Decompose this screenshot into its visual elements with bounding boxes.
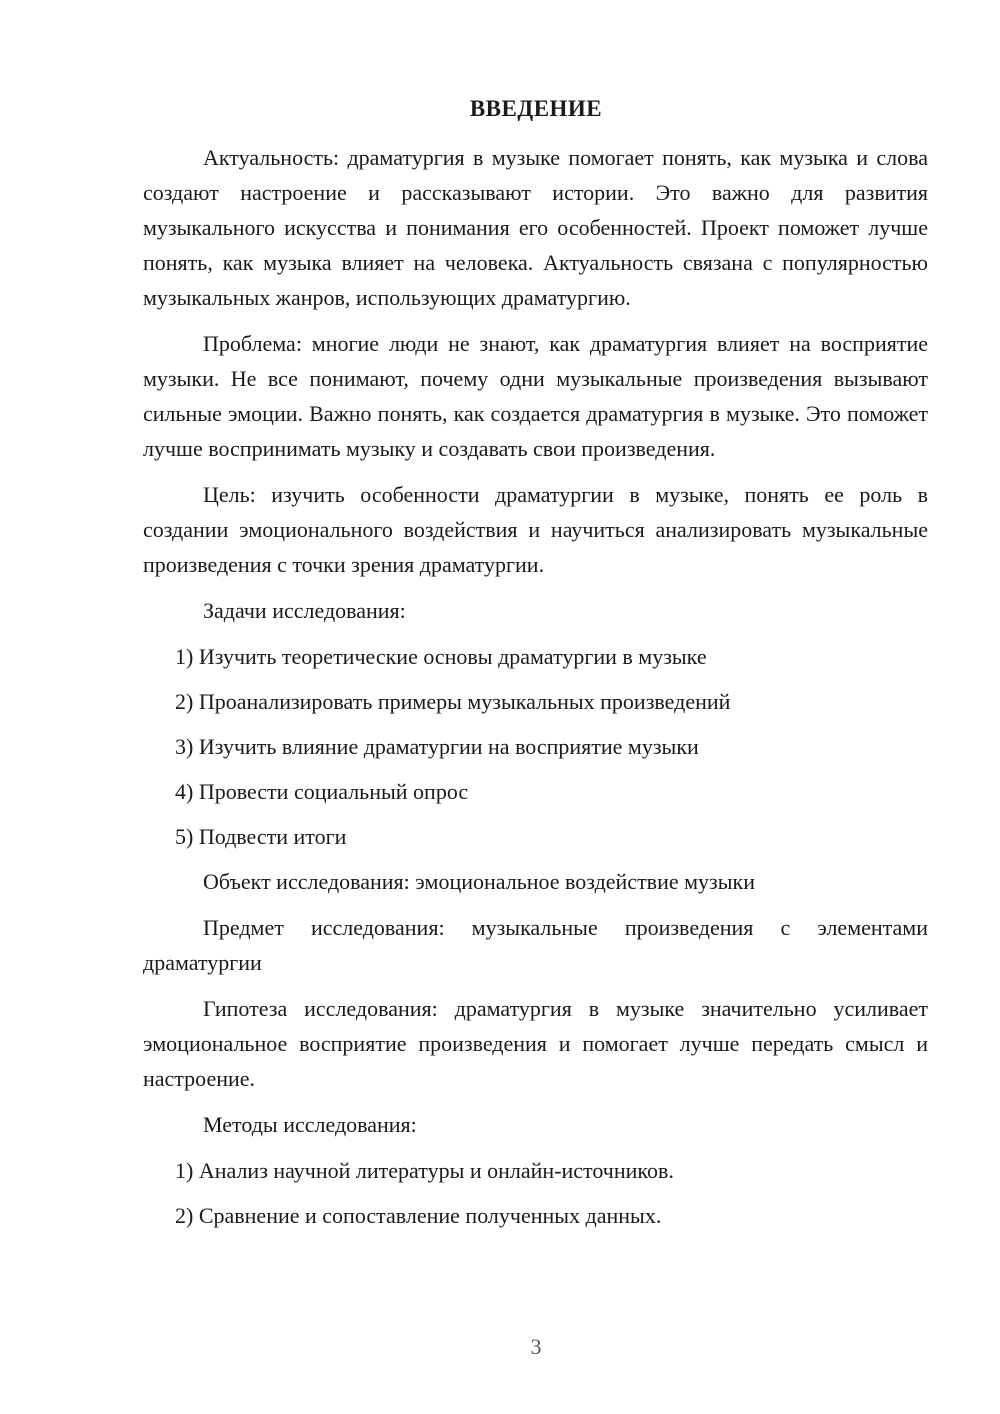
problem-paragraph: Проблема: многие люди не знают, как драматургия влияет на восприятие музыки. Не все понимают, почему одни музыкальные произведения вызывают сильные эмоции. Важно понять, как создается драматургия в музыке. Это поможет лучше воспринимать музыку и создавать свои произведения.: [143, 331, 928, 461]
hypothesis-paragraph: Гипотеза исследования: драматургия в музыке значительно усиливает эмоциональное восприятие произведения и помогает лучше передать смысл и настроение.: [143, 996, 928, 1091]
methods-heading: Методы исследования:: [203, 1112, 417, 1137]
document-body: [143, 140, 928, 1243]
methods-list: [143, 1153, 928, 1233]
subject-paragraph: Предмет исследования: музыкальные произведения с элементами драматургии: [143, 915, 928, 975]
list-item: 1) Изучить теоретические основы драматургии в музыке: [175, 644, 707, 669]
list-item: 2) Сравнение и сопоставление полученных данных.: [175, 1203, 662, 1228]
list-item: 2) Проанализировать примеры музыкальных произведений: [175, 689, 731, 714]
goal-paragraph: Цель: изучить особенности драматургии в музыке, понять ее роль в создании эмоционального воздействия и научиться анализировать музыкальные произведения с точки зрения драматургии.: [143, 482, 928, 577]
list-item: 4) Провести социальный опрос: [175, 779, 469, 804]
list-item: 5) Подвести итоги: [175, 824, 347, 849]
tasks-heading: Задачи исследования:: [203, 598, 406, 623]
list-item: 3) Изучить влияние драматургии на восприятие музыки: [175, 734, 699, 759]
page-number: 3: [530, 1334, 542, 1359]
relevance-paragraph: Актуальность: драматургия в музыке помогает понять, как музыка и слова создают настроение и рассказывают истории. Это важно для развития музыкального искусства и понимания его особенностей. Проект поможет лучше понять, как музыка влияет на человека. Актуальность связана с популярностью музыкальных жанров, использующих драматургию.: [143, 145, 928, 310]
list-item: 1) Анализ научной литературы и онлайн-источников.: [175, 1158, 674, 1183]
tasks-list: [143, 639, 928, 854]
object-paragraph: Объект исследования: эмоциональное воздействие музыки: [203, 869, 755, 894]
page-title: ВВЕДЕНИЕ: [469, 96, 603, 121]
